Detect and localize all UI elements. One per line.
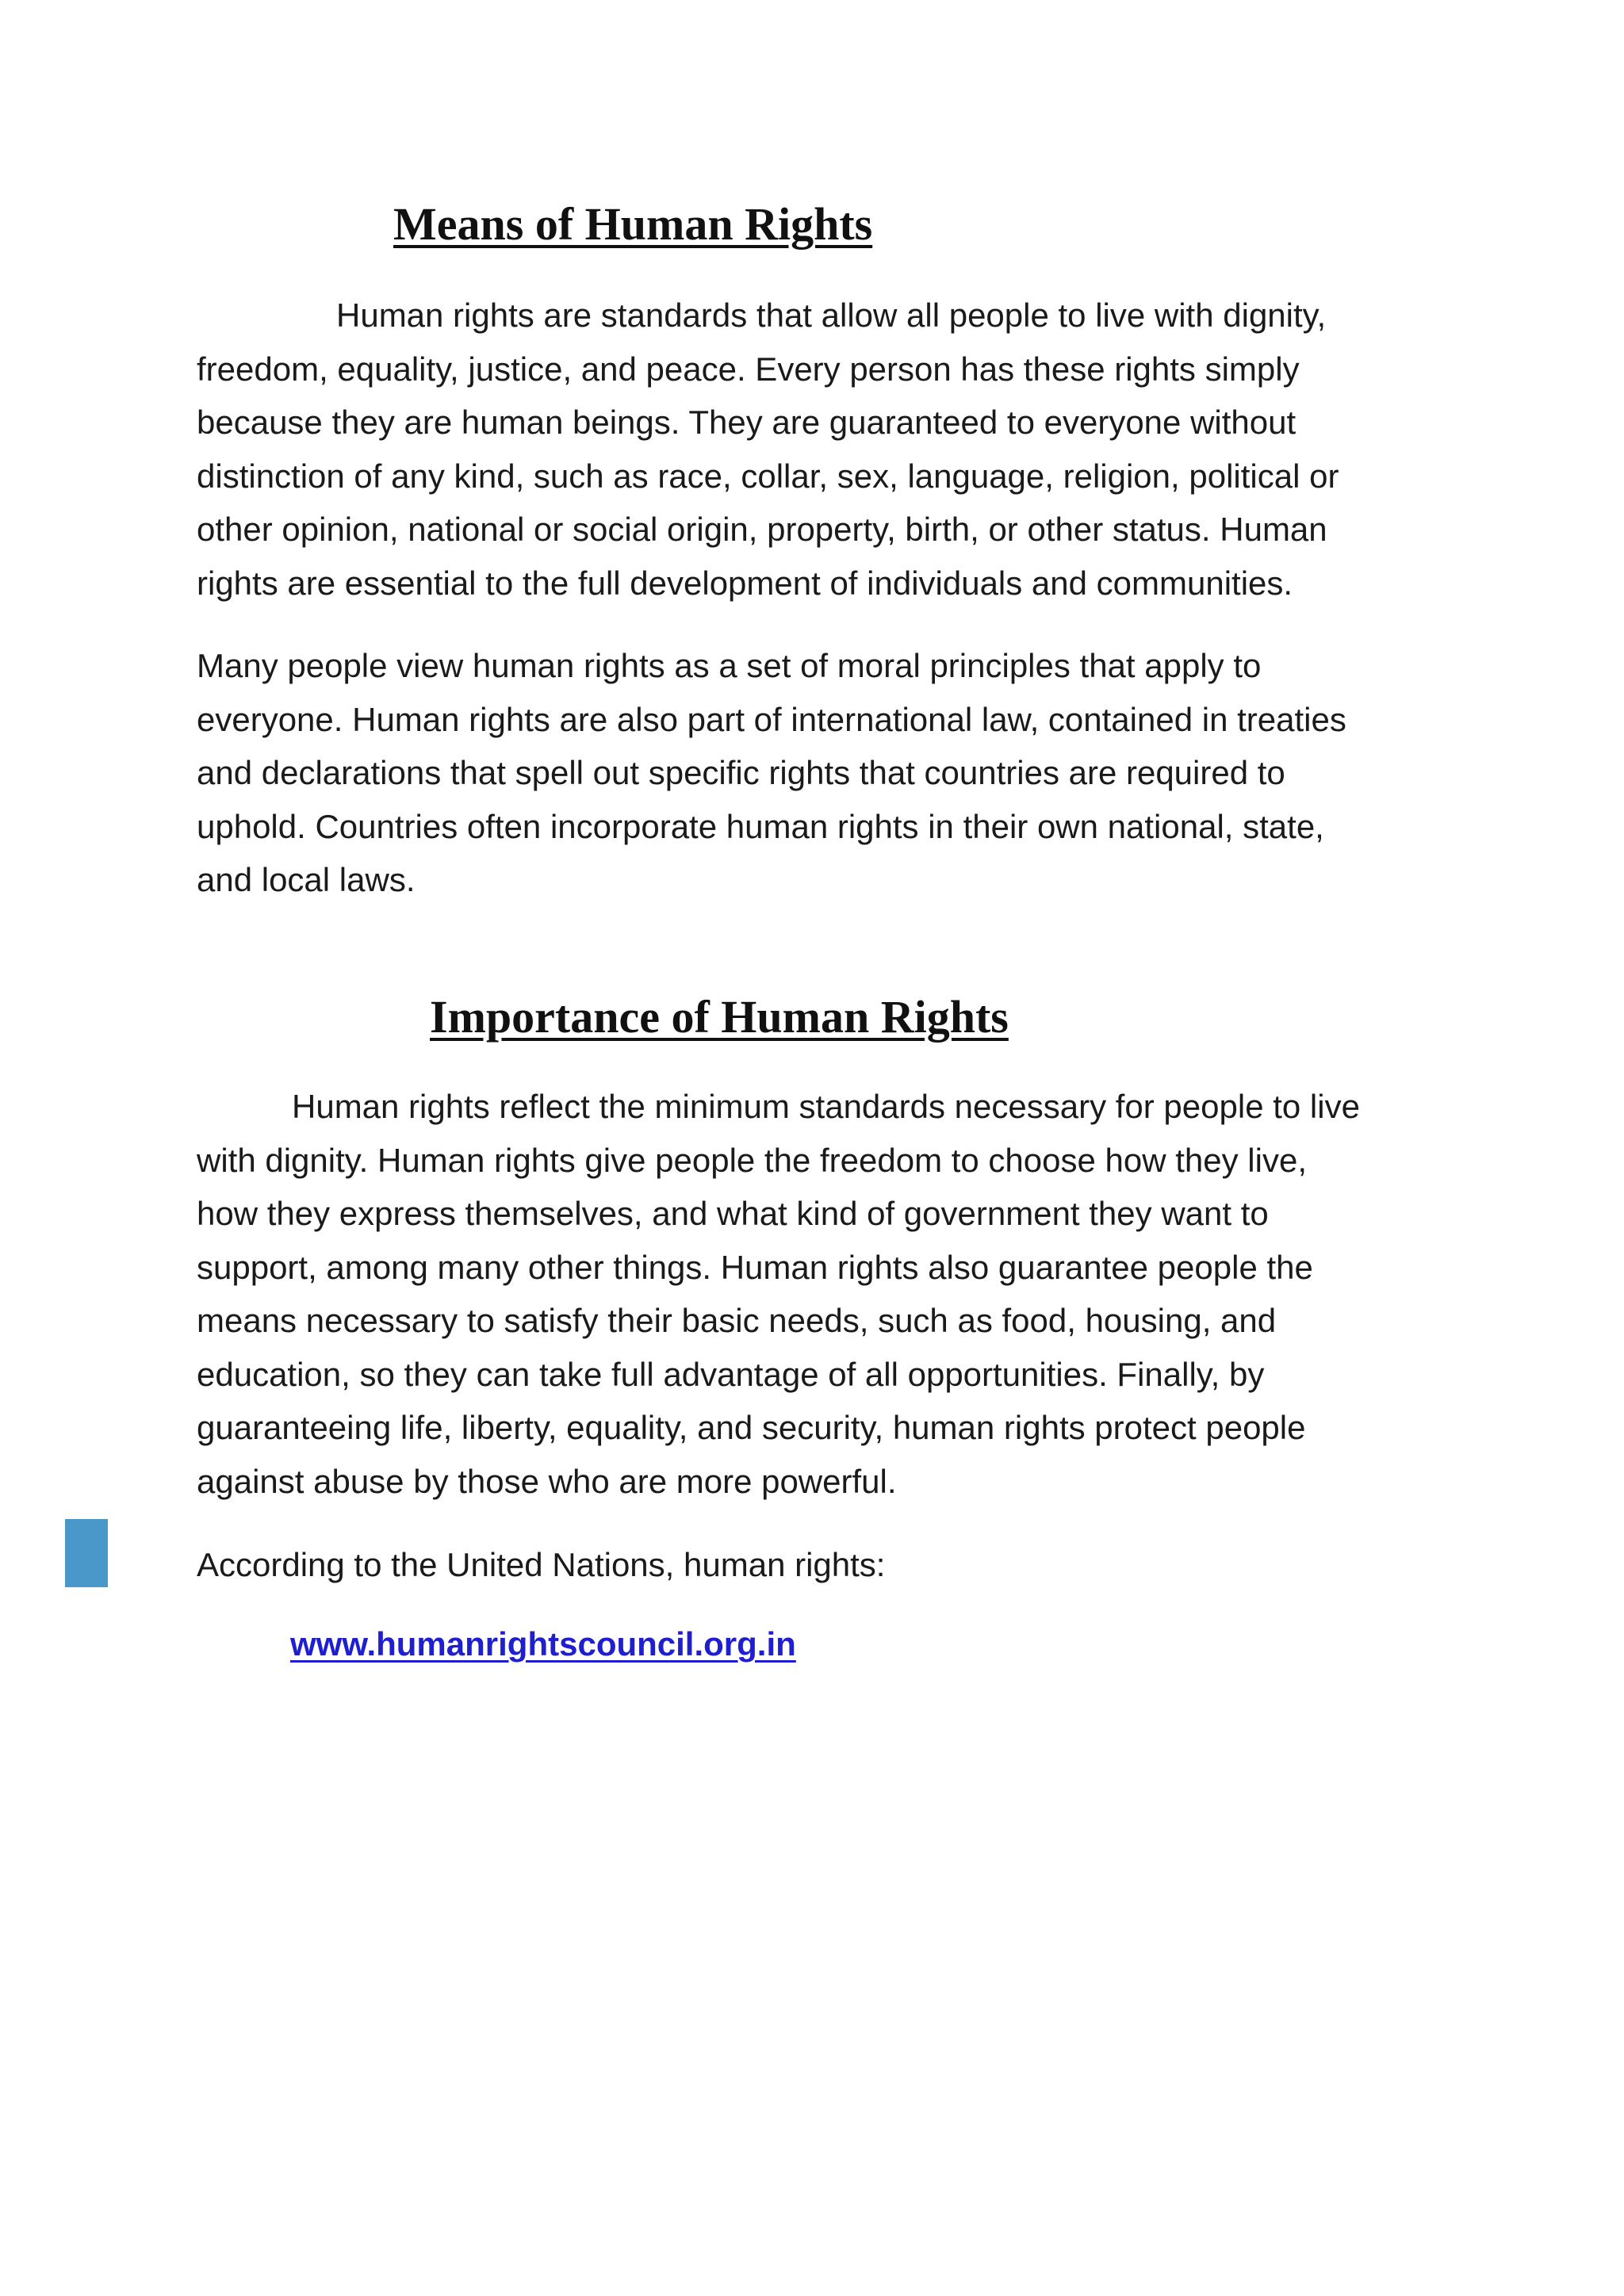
paragraph-united-nations — [197, 1538, 1434, 1592]
text-line: distinction of any kind, such as race, collar, sex, language, religion, political or — [197, 457, 1339, 495]
section-heading-means: Means of Human Rights — [393, 198, 873, 250]
section-heading-importance: Importance of Human Rights — [430, 991, 1009, 1043]
text-line: Human rights reflect the minimum standards necessary for people to live — [292, 1088, 1360, 1125]
text-line: how they express themselves, and what kind of government they want to — [197, 1195, 1269, 1232]
text-line: with dignity. Human rights give people the freedom to choose how they live, — [197, 1141, 1307, 1179]
paragraph-means-definition — [197, 289, 1434, 610]
text-line: guaranteeing life, liberty, equality, and security, human rights protect people — [197, 1409, 1306, 1446]
text-line: Many people view human rights as a set of moral principles that apply to — [197, 647, 1262, 684]
text-line: uphold. Countries often incorporate human rights in their own national, state, — [197, 807, 1324, 845]
text-line: means necessary to satisfy their basic needs, such as food, housing, and — [197, 1302, 1277, 1339]
paragraph-importance — [197, 1080, 1434, 1508]
text-line: and local laws. — [197, 861, 416, 898]
text-line: against abuse by those who are more powerful. — [197, 1462, 897, 1500]
text-line: rights are essential to the full development of individuals and communities. — [197, 564, 1293, 602]
text-line: because they are human beings. They are guaranteed to everyone without — [197, 404, 1297, 441]
text-line: support, among many other things. Human rights also guarantee people the — [197, 1248, 1313, 1286]
text-line: everyone. Human rights are also part of international law, contained in treaties — [197, 700, 1346, 738]
paragraph-means-law — [197, 639, 1434, 907]
margin-marker — [65, 1519, 108, 1587]
text-line: freedom, equality, justice, and peace. Every person has these rights simply — [197, 350, 1300, 388]
text-line: other opinion, national or social origin, property, birth, or other status. Human — [197, 511, 1327, 548]
text-line: Human rights are standards that allow all people to live with dignity, — [336, 297, 1327, 334]
text-line: education, so they can take full advantage of all opportunities. Finally, by — [197, 1355, 1265, 1393]
text-line: According to the United Nations, human rights: — [197, 1546, 886, 1583]
website-link[interactable]: www.humanrightscouncil.org.in — [290, 1625, 796, 1663]
text-line: and declarations that spell out specific rights that countries are required to — [197, 754, 1285, 791]
